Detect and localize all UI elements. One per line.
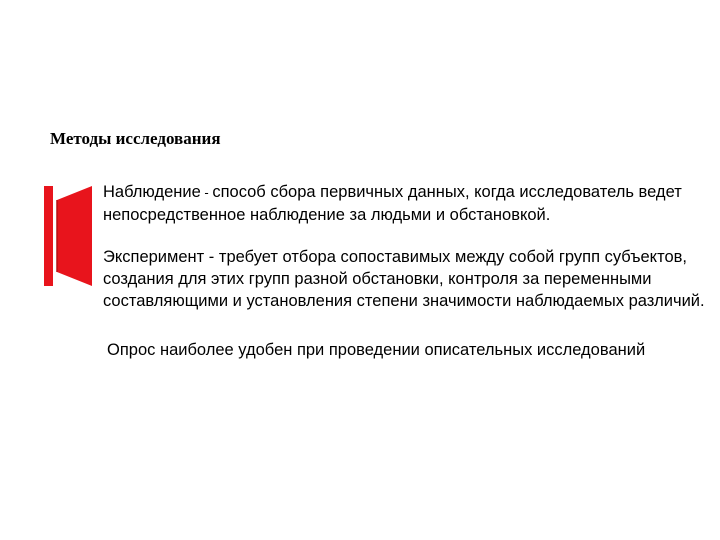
method-observation-term: Наблюдение (103, 183, 201, 201)
slide-title: Методы исследования (50, 129, 221, 148)
method-experiment-text-1: требует отбора сопоставимых между собой групп субъектов, (218, 248, 687, 266)
method-observation-line-1: Наблюдение - способ сбора первичных данных, когда исследователь ведет (103, 183, 682, 201)
method-survey-line-1 (107, 339, 645, 361)
method-observation (103, 181, 682, 226)
method-observation-text-1: способ сбора первичных данных, когда исследователь ведет (212, 183, 682, 201)
method-experiment-line-1: Эксперимент - требует отбора сопоставимых между собой групп субъектов, (103, 248, 687, 266)
method-observation-line-2: непосредственное наблюдение за людьми и обстановкой. (103, 206, 551, 224)
open-door-icon (44, 186, 94, 286)
method-experiment-line-2: создания для этих групп разной обстановки, контроля за переменными (103, 270, 652, 288)
method-experiment-line-3: составляющими и установления степени значимости наблюдаемых различий. (103, 292, 705, 310)
method-survey-term: Опрос (107, 341, 156, 359)
method-survey (107, 339, 645, 361)
method-experiment (103, 246, 705, 312)
method-survey-text-1: наиболее удобен при проведении описательных исследований (159, 341, 646, 359)
method-experiment-term: Эксперимент (103, 248, 205, 266)
